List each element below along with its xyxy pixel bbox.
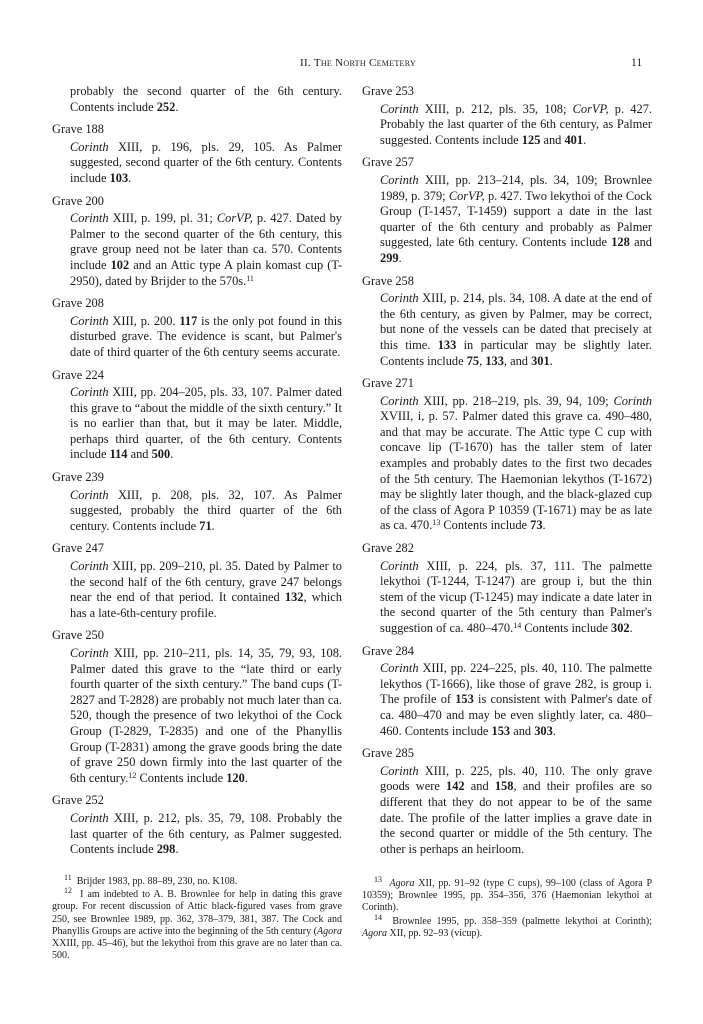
footnote: $^{14}$ Brownlee 1995, pp. 358–359 (palmette lekythoi at Corinth); Agora XII, pp. 92–93 (vicup). — [362, 912, 652, 939]
grave-description: Corinth XIII, p. 212, pls. 35, 79, 108. Probably the last quarter of the 6th century, as Palmer suggested. Contents include 298. — [70, 810, 342, 857]
grave-entry — [362, 644, 652, 740]
grave-heading: Grave 285 — [362, 746, 414, 761]
grave-entry — [362, 376, 652, 534]
footnote: $^{11}$ Brijder 1983, pp. 88–89, 230, no. K108. — [64, 873, 238, 887]
grave-description: Corinth XIII, pp. 209–210, pl. 35. Dated by Palmer to the second half of the 6th century, grave 247 belongs near the end of that period. It contained 132, which has a late-6th-century profile. — [70, 559, 342, 620]
grave-description: Corinth XIII, pp. 224–225, pls. 40, 110. The palmette lekythos (T-1666), like those of grave 282, is group i. The profile of 153 is consistent with Palmer's date of ca. 480–470 and may be even slightly later, ca. 480–460. Contents include 153 and 303. — [380, 661, 653, 738]
grave-entry — [52, 296, 342, 360]
grave-heading: Grave 284 — [362, 643, 414, 658]
grave-heading: Grave 257 — [362, 155, 414, 170]
grave-description: Corinth XIII, pp. 204–205, pls. 33, 107. Palmer dated this grave to “about the middle of the sixth century.” It is no earlier than that, but it may be later. Middle, perhaps third quarter, of the 6th century. Contents include 114 and 500. — [70, 385, 342, 462]
continued-paragraph: probably the second quarter of the 6th century. Contents include 252. — [70, 84, 342, 114]
left-column — [52, 84, 342, 865]
grave-entry — [362, 274, 652, 370]
grave-heading: Grave 188 — [52, 122, 104, 137]
grave-heading: Grave 252 — [52, 793, 104, 808]
grave-heading: Grave 271 — [362, 376, 414, 391]
footnote: $^{13}$ Agora XII, pp. 91–92 (type C cups), 99–100 (class of Agora P 10359); Brownlee 1995, pp. 354–356, 376 (Haemonian lekythoi at Corinth). — [362, 875, 652, 914]
grave-entry — [362, 746, 652, 857]
grave-entry — [52, 368, 342, 464]
left-grave-list — [52, 122, 342, 858]
footnotes-left — [52, 873, 342, 963]
grave-description: Corinth XIII, pp. 210–211, pls. 14, 35, 79, 93, 108. Palmer dated this grave to the “late third or early fourth quarter of the sixth century.” The band cups (T-2827 and T-2828) are probably not much later than ca. 520, though the presence of two lekythoi of the Cock Group (T-2829, T-2835) and one of the Phanyllis Group (T-2831) among the grave goods bring the date of grave 250 down firmly into the last quarter of the 6th century.$^{12}$ Contents include 120. — [70, 646, 342, 785]
grave-description: Corinth XIII, p. 200. 117 is the only pot found in this disturbed grave. The evidence is scant, but Palmer's date of third quarter of the 6th century seems accurate. — [70, 313, 342, 359]
grave-heading: Grave 224 — [52, 367, 104, 382]
grave-heading: Grave 247 — [52, 541, 104, 556]
grave-heading: Grave 258 — [362, 273, 414, 288]
grave-heading: Grave 250 — [52, 628, 104, 643]
running-head-title: II. The North Cemetery — [300, 57, 417, 69]
grave-entry — [52, 122, 342, 186]
grave-entry — [52, 470, 342, 534]
grave-description: Corinth XIII, p. 225, pls. 40, 110. The only grave goods were 142 and 158, and their profiles are so different that they do not appear to be of the same date. The profile of the latter implies a grave date in the second quarter or middle of the 5th century. The other is perhaps an heirloom. — [380, 763, 652, 856]
grave-heading: Grave 253 — [362, 84, 414, 98]
grave-description: Corinth XIII, pp. 213–214, pls. 34, 109; Brownlee 1989, p. 379; CorVP, p. 427. Two lekythoi of the Cock Group (T-1457, T-1459) support a date in the last quarter of the 6th century and probably as Palmer suggested, late 6th century. Contents include 128 and 299. — [380, 172, 652, 265]
grave-entry — [362, 84, 652, 148]
grave-heading: Grave 200 — [52, 193, 104, 208]
grave-description: Corinth XIII, p. 199, pl. 31; CorVP, p. 427. Dated by Palmer to the second quarter of the 6th century, this grave group need not be later than ca. 570. Contents include 102 and an Attic type A plain komast cup (T-2950), dated by Brijder to the 570s.$^{11}$ — [70, 211, 342, 288]
right-column — [362, 84, 652, 864]
grave-entry — [362, 155, 652, 266]
grave-description: Corinth XIII, pp. 218–219, pls. 39, 94, 109; Corinth XVIII, i, p. 57. Palmer dated this grave ca. 490–480, and that may be accurate. The Attic type C cup with concave lip (T-1670) has the taller stem of later examples and probably dates to the first two decades of the 5th century. The Haemonian lekythos (T-1672) may be slightly later though, and the black-glazed cup of the class of Agora P 10359 (T-1671) may be as late as ca. 470.13 Contents include 73. — [380, 393, 652, 533]
grave-heading: Grave 282 — [362, 541, 414, 556]
grave-description: Corinth XIII, p. 196, pls. 29, 105. As Palmer suggested, second quarter of the 6th century. Contents include 103. — [70, 139, 342, 185]
grave-entry — [362, 541, 652, 637]
footnote: $^{12}$ I am indebted to A. B. Brownlee for help in dating this grave group. For recent discussion of Attic black-figured vases from grave 250, see Brownlee 1989, pp. 362, 378–379, 381, 387. The Cock and Phanyllis Groups are active into the beginning of the 5th century (Agora XXIII, pp. 45–46), but the lekythoi from this grave are no later than ca. 500. — [52, 886, 342, 962]
grave-entry — [52, 194, 342, 290]
grave-description: Corinth XIII, p. 224, pls. 37, 111. The palmette lekythoi (T-1244, T-1247) are group i, but the thin stem of the vicup (T-1245) may indicate a date later in the second quarter of the 5th century than Palmer's suggestion of ca. 480–470.14 Contents include 302. — [380, 558, 652, 635]
grave-description: Corinth XIII, p. 208, pls. 32, 107. As Palmer suggested, probably the third quarter of the 6th century. Contents include 71. — [70, 487, 342, 533]
grave-entry — [52, 793, 342, 857]
page-number: 11 — [631, 57, 643, 69]
footnotes-right — [362, 875, 652, 941]
grave-heading: Grave 208 — [52, 296, 104, 311]
grave-heading: Grave 239 — [52, 470, 104, 485]
grave-description: Corinth XIII, p. 214, pls. 34, 108. A date at the end of the 6th century, as given by Palmer, may be correct, but none of the vessels can be dated that precisely at this time. 133 in particular may be slightly later. Contents include 75, 133, and 301. — [380, 291, 652, 368]
grave-description: Corinth XIII, p. 212, pls. 35, 108; CorVP, p. 427. Probably the last quarter of the 6th century, as Palmer suggested. Contents include 125 and 401. — [380, 101, 652, 147]
grave-entry — [52, 628, 342, 786]
right-grave-list — [362, 84, 652, 857]
grave-entry — [52, 541, 342, 621]
running-head — [0, 57, 703, 73]
